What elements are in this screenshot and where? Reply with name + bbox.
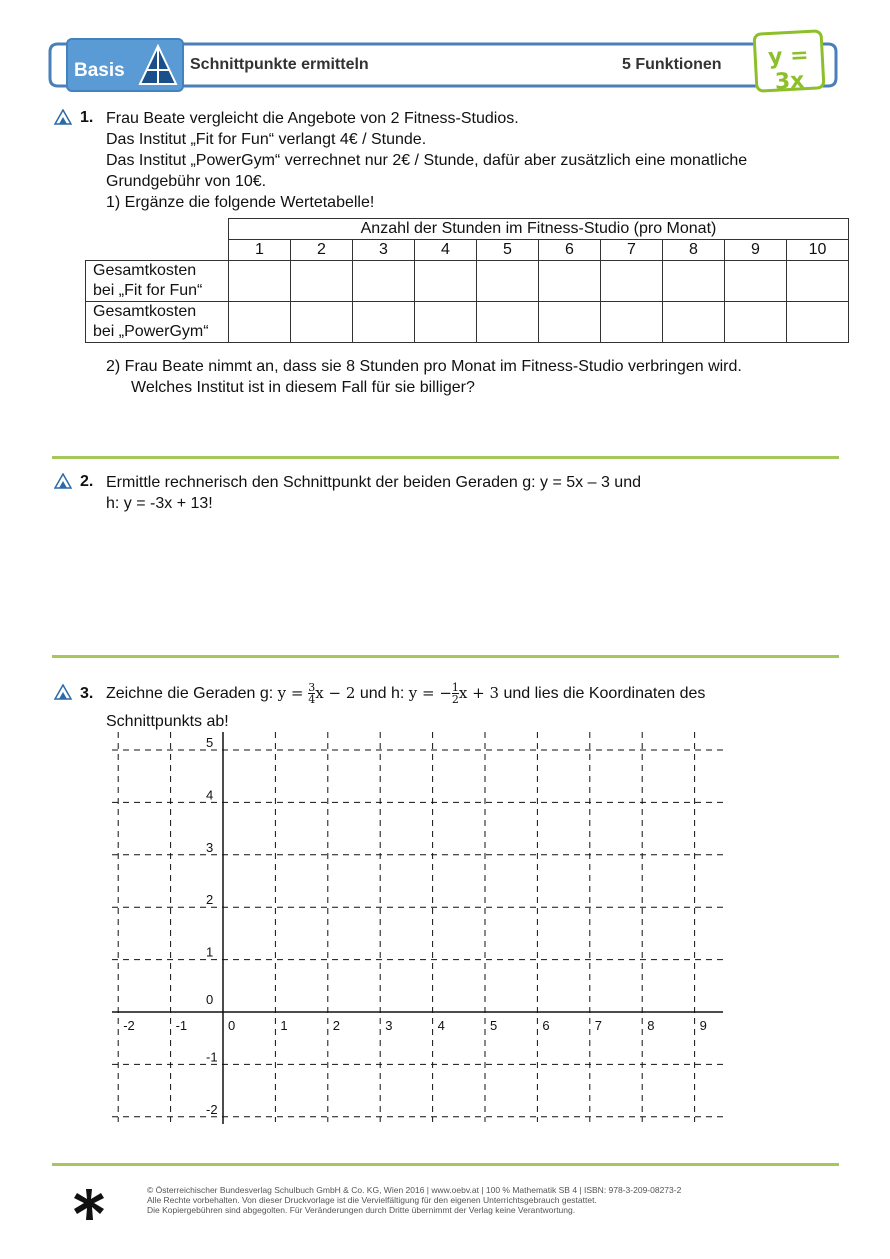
- hour-cell: 6: [539, 240, 601, 261]
- h-rhs: x + 3: [458, 684, 500, 702]
- hour-cell: 5: [477, 240, 539, 261]
- footer-line: Alle Rechte vorbehalten. Von dieser Druckvorlage ist die Vervielfältigung für den eigenen Unterrichtsgebrauch gestattet.: [147, 1195, 597, 1205]
- separator: [52, 1163, 839, 1166]
- task3-mid: und h:: [355, 685, 409, 702]
- hour-cell: 1: [229, 240, 291, 261]
- task1-line-3: Das Institut „PowerGym“ verrechnet nur 2€ / Stunde, dafür aber zusätzlich eine monatliche: [106, 152, 748, 169]
- row-label-line: Gesamtkosten: [93, 303, 197, 320]
- x-tick-label: 1: [280, 1018, 288, 1033]
- g-rhs: x − 2: [315, 684, 356, 702]
- task1-line-4: Grundgebühr von 10€.: [106, 173, 267, 190]
- hour-cell: 7: [601, 240, 663, 261]
- footer-line: © Österreichischer Bundesverlag Schulbuch GmbH & Co. KG, Wien 2016 | www.oebv.at | 100 % Mathematik SB 4 | ISBN: 978-3-209-08273-2: [147, 1185, 682, 1195]
- hour-cell: 4: [415, 240, 477, 261]
- y-tick-label: 2: [206, 892, 214, 908]
- task1-question2-line2: Welches Institut ist in diesem Fall für sie billiger?: [131, 379, 475, 396]
- hour-cell: 3: [353, 240, 415, 261]
- task3-number: 3.: [80, 685, 94, 702]
- stamp-text: y = 3x: [767, 42, 810, 95]
- hour-cell: 9: [725, 240, 787, 261]
- logo-text: Basis: [74, 60, 125, 81]
- task2-number: 2.: [80, 473, 94, 490]
- h-denominator: 2: [451, 693, 459, 707]
- y-tick-label: 4: [206, 787, 214, 803]
- footer-copyright: [147, 1185, 681, 1215]
- x-tick-label: -2: [123, 1018, 135, 1033]
- x-tick-label: 4: [437, 1018, 445, 1033]
- row-label-line: bei „PowerGym“: [93, 323, 209, 340]
- hour-cell: 8: [663, 240, 725, 261]
- publisher-logo-icon: [72, 1187, 108, 1223]
- chapter-title: 5 Funktionen: [622, 56, 722, 73]
- table-header: Anzahl der Stunden im Fitness-Studio (pro Monat): [229, 219, 849, 240]
- g-lhs: y =: [277, 684, 309, 702]
- task3-post: und lies die Koordinaten des: [499, 685, 706, 702]
- footer-line: Die Kopiergebühren sind abgegolten. Für Veränderungen durch Dritte übernimmt der Verlag keine Verantwortung.: [147, 1205, 576, 1215]
- task1-line-2: Das Institut „Fit for Fun“ verlangt 4€ / Stunde.: [106, 131, 427, 148]
- x-tick-label: 2: [332, 1018, 341, 1033]
- task1-question2-line1: 2) Frau Beate nimmt an, dass sie 8 Stunden pro Monat im Fitness-Studio verbringen wird.: [106, 358, 742, 375]
- x-tick-label: 0: [228, 1018, 236, 1033]
- row-label-line: bei „Fit for Fun“: [93, 282, 203, 299]
- y-tick-label: 1: [206, 944, 214, 960]
- task1-number: 1.: [80, 109, 94, 126]
- y-tick-label: 5: [206, 735, 214, 750]
- x-tick-label: 5: [490, 1018, 498, 1033]
- task3-line-2: Schnittpunkts ab!: [106, 713, 229, 730]
- x-tick-label: 3: [385, 1018, 393, 1033]
- hour-cell: 2: [291, 240, 353, 261]
- task1-line-1: Frau Beate vergleicht die Angebote von 2 Fitness-Studios.: [106, 110, 519, 127]
- x-tick-label: 9: [699, 1018, 707, 1033]
- task2-line-1: Ermittle rechnerisch den Schnittpunkt der beiden Geraden g: y = 5x – 3 und: [106, 474, 641, 491]
- h-numerator: 1: [451, 681, 459, 695]
- row-label-line: Gesamtkosten: [93, 262, 197, 279]
- page-title: Schnittpunkte ermitteln: [190, 56, 369, 73]
- y-tick-label: -2: [206, 1101, 218, 1117]
- y-tick-label: 3: [206, 839, 214, 855]
- task3-pre: Zeichne die Geraden g:: [106, 685, 278, 702]
- x-tick-label: 8: [647, 1018, 655, 1033]
- h-lhs: y = −: [408, 684, 452, 702]
- y-tick-label: -1: [206, 1049, 218, 1065]
- task1-line-5: 1) Ergänze die folgende Wertetabelle!: [106, 194, 375, 211]
- y-tick-label: 0: [206, 992, 214, 1007]
- x-tick-label: 6: [542, 1018, 550, 1033]
- task2-line-2: h: y = -3x + 13!: [106, 495, 213, 512]
- x-tick-label: 7: [594, 1018, 603, 1033]
- g-denominator: 4: [308, 693, 316, 707]
- x-tick-label: -1: [175, 1018, 188, 1033]
- g-numerator: 3: [308, 681, 316, 695]
- hour-cell: 10: [787, 240, 849, 261]
